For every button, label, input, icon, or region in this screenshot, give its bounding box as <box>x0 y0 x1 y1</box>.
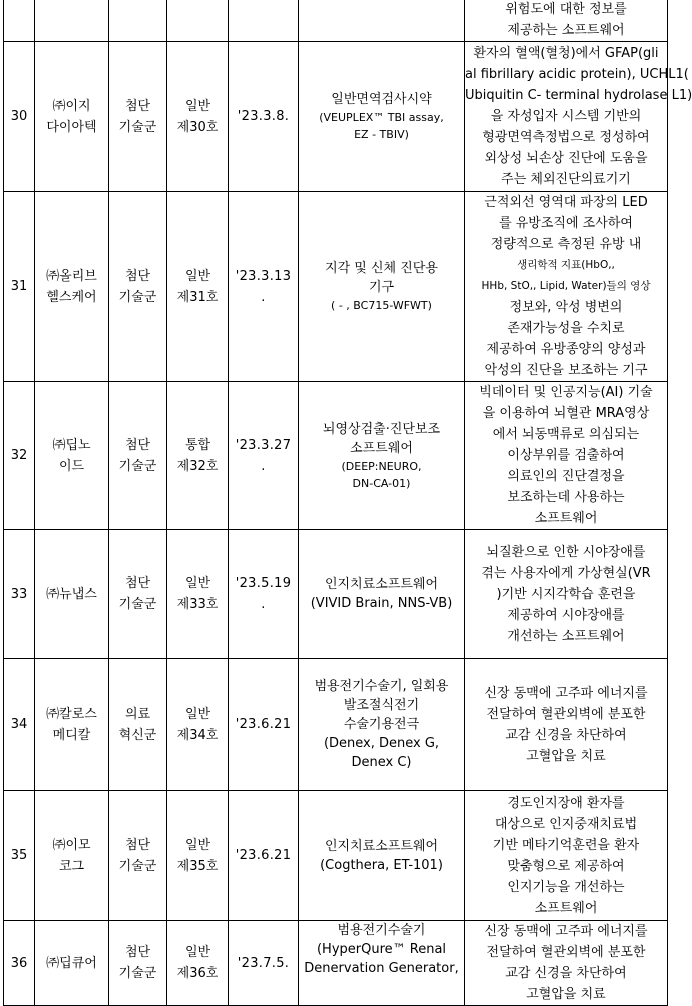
cell-no <box>4 659 35 791</box>
product-model: EZ - TBIV) <box>354 128 409 141</box>
technology-group: 의료 <box>124 706 151 722</box>
company-name: 이드 <box>58 458 85 474</box>
designation-date: '23.3.13 <box>235 268 292 284</box>
technology-group: 첨단 <box>124 945 151 960</box>
cell-product <box>299 530 465 659</box>
cell-group <box>109 42 167 192</box>
desc-line: 고혈압을 치료 <box>526 987 606 1002</box>
designation-number: 제30호 <box>176 119 219 135</box>
designation-date: . <box>261 597 266 612</box>
cell-no <box>4 192 35 382</box>
designation-number: 일반 <box>184 945 211 960</box>
company-name: ㈜뉴냅스 <box>46 586 97 602</box>
desc-line: 정량적으로 측정된 유방 내 <box>490 237 642 252</box>
product-name: 뇌영상검출·진단보조 <box>322 421 441 437</box>
product-model: DN-CA-01) <box>352 476 411 490</box>
desc-line: 을 이용하여 뇌혈관 MRA영상 <box>482 406 650 421</box>
designation-number: 일반 <box>184 98 211 114</box>
designation-number: 제31호 <box>176 289 219 305</box>
product-name: 범용전기수술기, 일회용 <box>314 679 449 694</box>
cell-no <box>4 921 35 1006</box>
designation-date: . <box>261 458 266 474</box>
technology-group: 첨단 <box>124 437 151 453</box>
cell-date <box>229 42 299 192</box>
company-name: ㈜칼로스 <box>46 706 97 722</box>
table-row <box>4 791 668 921</box>
cell-product <box>299 0 465 42</box>
desc-line: 제공하는 소프트웨어 <box>507 23 625 38</box>
desc-line: 보조하는데 사용하는 <box>507 490 625 505</box>
cell-group <box>109 921 167 1006</box>
product-name: 지각 및 신체 진단용 <box>325 261 438 276</box>
company-name: 다이아텍 <box>46 119 97 135</box>
desc-line: 전달하여 혈관외벽에 분포한 <box>486 945 646 960</box>
cell-product <box>299 659 465 791</box>
desc-line: 맞춤형으로 제공하여 <box>507 858 625 874</box>
desc-line: 이상부위를 검출하여 <box>507 448 625 463</box>
cell-company <box>35 659 109 791</box>
product-name: 인지치료소프트웨어 <box>324 577 439 592</box>
table-row-continued <box>4 0 668 42</box>
cell-no <box>4 382 35 530</box>
product-name: (HyperQure™ Renal <box>316 942 447 957</box>
desc-line: 대상으로 인지중재치료법 <box>494 816 638 832</box>
designation-number: 제32호 <box>176 458 219 474</box>
product-name: (VIVID Brain, NNS-VB) <box>310 596 453 611</box>
row-number: 31 <box>10 279 28 294</box>
desc-line: 교감 신경을 차단하여 <box>505 966 627 981</box>
desc-line: 근적외선 영역대 파장의 LED <box>484 195 648 210</box>
desc-line: 형광면역측정법으로 정성하여 <box>482 130 650 145</box>
designation-date: '23.3.27 <box>235 437 292 453</box>
cell-product <box>299 382 465 530</box>
cell-date <box>229 659 299 791</box>
product-name: Denex C) <box>351 755 412 770</box>
table-row <box>4 530 668 659</box>
desc-line: 신장 동맥에 고주파 에너지를 <box>484 685 648 701</box>
row-number: 34 <box>10 717 28 732</box>
technology-group: 기술군 <box>118 858 157 874</box>
cell-product <box>299 921 465 1006</box>
technology-group: 기술군 <box>118 966 157 981</box>
cell-description <box>465 0 668 42</box>
cell-designation <box>167 659 229 791</box>
cell-no <box>4 530 35 659</box>
cell-group <box>109 791 167 921</box>
product-name: Denervation Generator, <box>304 961 459 976</box>
desc-line: 에서 뇌동맥류로 의심되는 <box>492 427 640 442</box>
desc-line: 제공하여 유방종양의 양성과 <box>486 342 646 357</box>
cell-group <box>109 0 167 42</box>
desc-line: 제공하여 시야장애를 <box>507 607 625 623</box>
cell-company <box>35 382 109 530</box>
cell-product <box>299 791 465 921</box>
cell-date <box>229 530 299 659</box>
desc-line: 교감 신경을 차단하여 <box>505 727 627 743</box>
company-name: ㈜이모 <box>52 837 91 853</box>
company-name: ㈜올리브 <box>46 268 97 284</box>
designation-date: '23.7.5. <box>237 955 290 971</box>
cell-product <box>299 192 465 382</box>
desc-line: 위험도에 대한 정보를 <box>505 2 627 17</box>
designation-number: 일반 <box>184 576 211 591</box>
designation-number: 일반 <box>184 837 211 853</box>
cell-company <box>35 0 109 42</box>
technology-group: 첨단 <box>124 576 151 591</box>
row-number: 33 <box>10 586 28 602</box>
desc-line: Ubiquitin C- terminal hydrolase L1) <box>465 88 692 103</box>
desc-line: 존재가능성을 수치로 <box>507 321 625 336</box>
technology-group: 기술군 <box>118 289 157 305</box>
product-model: (VEUPLEX™ TBI assay, <box>319 111 444 124</box>
cell-designation <box>167 530 229 659</box>
designation-date: '23.6.21 <box>235 717 292 732</box>
cell-designation <box>167 42 229 192</box>
designation-number: 일반 <box>184 706 211 722</box>
desc-line: 고혈압을 치료 <box>526 748 606 764</box>
cell-date <box>229 192 299 382</box>
desc-line: 환자의 혈액(혈청)에서 GFAP(gli <box>473 46 659 61</box>
cell-group <box>109 659 167 791</box>
desc-line: 기반 메타기억훈련을 환자 <box>492 837 640 853</box>
desc-line: HHb, StO,, Lipid, Water)들의 영상 <box>481 280 651 292</box>
cell-date <box>229 921 299 1006</box>
product-model: ( - , BC715-WFWT) <box>331 299 432 312</box>
technology-group: 첨단 <box>124 268 151 284</box>
designation-number: 일반 <box>184 268 211 284</box>
cell-company <box>35 791 109 921</box>
cell-designation <box>167 192 229 382</box>
company-name: 헬스케어 <box>46 289 97 305</box>
desc-line: 주는 체외진단의료기기 <box>501 172 631 187</box>
cell-product <box>299 42 465 192</box>
desc-line: al fibrillary acidic protein), UCHL1( <box>465 67 689 82</box>
row-number: 35 <box>10 848 28 863</box>
desc-line: 빅데이터 및 인공지능(AI) 기술 <box>479 385 653 400</box>
product-name: 수술기용전극 <box>343 717 420 732</box>
cell-no <box>4 42 35 192</box>
cell-date <box>229 0 299 42</box>
cell-description <box>465 42 692 192</box>
cell-date <box>229 791 299 921</box>
product-model: (DEEP:NEURO, <box>341 459 422 473</box>
designation-date: . <box>261 289 266 305</box>
product-name: 범용전기수술기 <box>337 923 426 938</box>
cell-description <box>465 192 668 382</box>
cell-designation <box>167 0 229 42</box>
company-name: 메디칼 <box>52 727 91 743</box>
desc-line: 를 유방조직에 조사하여 <box>499 216 633 231</box>
product-name: 일반면역검사시약 <box>331 92 432 107</box>
desc-line: 외상성 뇌손상 진단에 도움을 <box>484 151 648 166</box>
desc-line: 정보와, 악성 병변의 <box>509 300 623 315</box>
technology-group: 기술군 <box>118 597 157 612</box>
company-name: ㈜이지 <box>52 98 91 114</box>
desc-line: 생리학적 지표(HbO,, <box>517 259 615 271</box>
designation-number: 통합 <box>184 437 211 453</box>
designation-date: '23.3.8. <box>237 109 290 124</box>
row-number: 32 <box>10 448 28 463</box>
table-row <box>4 192 668 382</box>
cell-company <box>35 921 109 1006</box>
product-name: 소프트웨어 <box>350 440 413 456</box>
cell-designation <box>167 791 229 921</box>
designation-number: 제33호 <box>176 597 219 612</box>
company-name: 코그 <box>58 858 85 874</box>
table-row <box>4 659 668 791</box>
cell-description <box>465 659 668 791</box>
product-name: 발조절식전기 <box>343 698 420 713</box>
desc-line: 신장 동맥에 고주파 에너지를 <box>484 924 648 939</box>
cell-group <box>109 382 167 530</box>
desc-line: 악성의 진단을 보조하는 기구 <box>484 363 648 378</box>
desc-line: 경도인지장애 환자를 <box>507 795 625 811</box>
cell-date <box>229 382 299 530</box>
table-row <box>4 382 668 530</box>
product-name: 기구 <box>368 280 395 295</box>
desc-line: )기반 시지각학습 훈련을 <box>496 586 636 602</box>
cell-description <box>465 382 668 530</box>
desc-line: 뇌질환으로 인한 시야장애를 <box>486 544 646 560</box>
technology-group: 첨단 <box>124 98 151 114</box>
technology-group: 기술군 <box>118 119 157 135</box>
company-name: ㈜딥노 <box>52 437 91 453</box>
product-name: 인지치료소프트웨어 <box>324 838 439 854</box>
table-row <box>4 42 668 192</box>
designation-number: 제36호 <box>176 966 219 981</box>
designation-date: '23.5.19 <box>235 576 292 591</box>
desc-line: 개선하는 소프트웨어 <box>507 628 625 644</box>
cell-no <box>4 0 35 42</box>
technology-group: 혁신군 <box>118 727 157 743</box>
cell-company <box>35 192 109 382</box>
company-name: ㈜딥큐어 <box>46 955 97 971</box>
cell-description <box>465 530 668 659</box>
technology-group: 기술군 <box>118 458 157 474</box>
designation-number: 제35호 <box>176 858 219 874</box>
technology-group: 첨단 <box>124 837 151 853</box>
cell-description <box>465 921 668 1006</box>
desc-line: 겪는 사용자에게 가상현실(VR <box>481 565 651 581</box>
cell-group <box>109 530 167 659</box>
product-name: (Cogthera, ET-101) <box>320 857 443 873</box>
cell-group <box>109 192 167 382</box>
cell-company <box>35 42 109 192</box>
row-number: 36 <box>10 955 28 971</box>
cell-designation <box>167 382 229 530</box>
device-registry-table <box>3 0 692 1006</box>
table-row <box>4 921 668 1006</box>
designation-number: 제34호 <box>176 727 219 743</box>
desc-line: 인지기능을 개선하는 <box>507 879 625 895</box>
cell-company <box>35 530 109 659</box>
cell-no <box>4 791 35 921</box>
desc-line: 전달하여 혈관외벽에 분포한 <box>486 706 646 722</box>
product-name: (Denex, Denex G, <box>323 736 440 751</box>
designation-date: '23.6.21 <box>235 848 292 863</box>
cell-designation <box>167 921 229 1006</box>
desc-line: 소프트웨어 <box>534 511 598 526</box>
row-number: 30 <box>10 109 28 124</box>
desc-line: 의료인의 진단결정을 <box>507 469 625 484</box>
desc-line: 소프트웨어 <box>534 900 598 916</box>
cell-description <box>465 791 668 921</box>
desc-line: 을 자성입자 시스템 기반의 <box>490 109 642 124</box>
